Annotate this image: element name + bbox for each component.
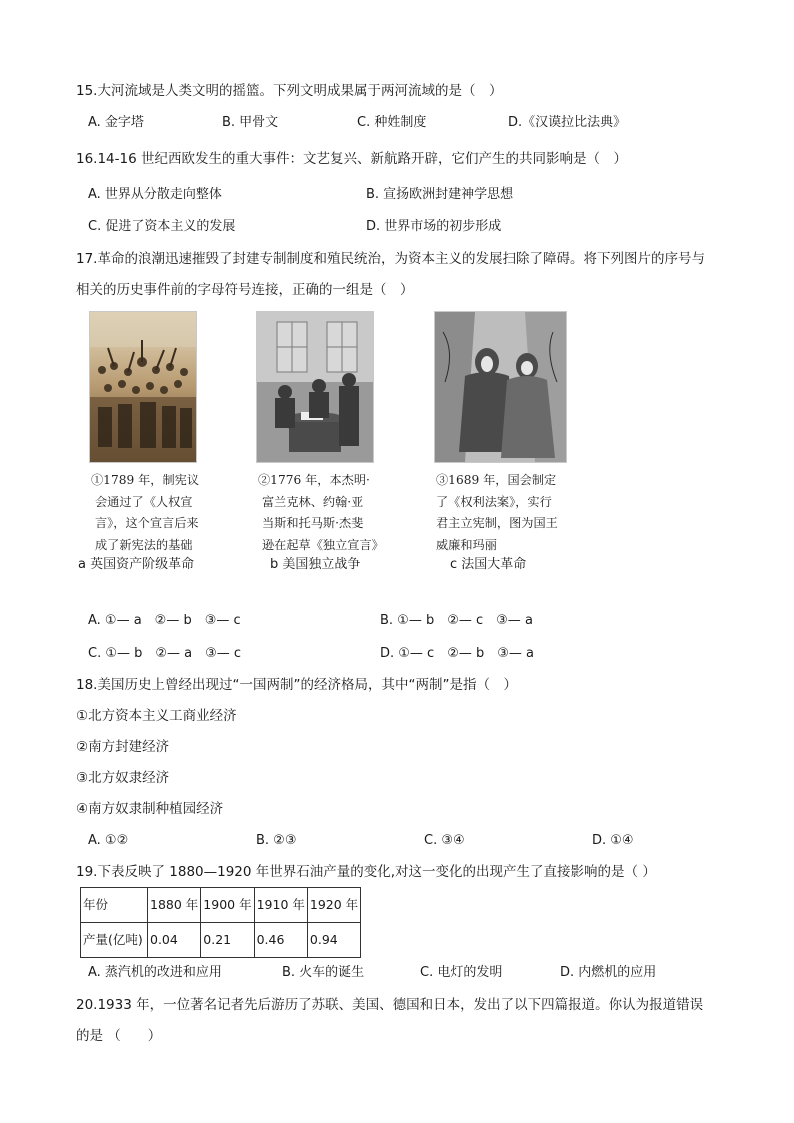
oil-production-table (80, 887, 361, 958)
table-header-cell: 年份 (81, 888, 148, 923)
caption-3-line-3: 君主立宪制，图为国王 (436, 516, 558, 530)
event-label-a: a 英国资产阶级革命 (78, 557, 195, 572)
table-header-row (81, 888, 361, 923)
q18-option-d: D. ①④ (592, 833, 634, 848)
caption-1-line-3: 言》，这个宣言后来 (95, 516, 199, 530)
table-header-cell: 1920 年 (307, 888, 360, 923)
q18-stem: 18.美国历史上曾经出现过“一国两制”的经济格局，其中“两制”是指（ ） (76, 677, 517, 693)
q18-item-2: ②南方封建经济 (76, 739, 170, 755)
table-header-cell: 1900 年 (201, 888, 254, 923)
q15-option-b: B. 甲骨文 (222, 115, 279, 130)
q17-stem-line1: 17.革命的浪潮迅速摧毁了封建专制制度和殖民统治，为资本主义的发展扫除了障碍。将下列图片的序号与 (76, 251, 705, 267)
picture-1-caption (91, 470, 213, 556)
image-william-and-mary (434, 311, 567, 463)
q19-option-b: B. 火车的诞生 (282, 965, 365, 980)
q18-item-4: ④南方奴隶制种植园经济 (76, 801, 224, 817)
picture-2-caption (258, 470, 408, 556)
caption-3-line-1: ③1689 年，国会制定 (436, 473, 557, 487)
q17-option-d: D. ①— c ②— b ③— a (380, 646, 535, 661)
q15-option-a: A. 金字塔 (88, 115, 144, 130)
q17-stem-line2: 相关的历史事件前的字母符号连接，正确的一组是（ ） (76, 282, 414, 298)
q16-option-d: D. 世界市场的初步形成 (366, 219, 502, 234)
q16-stem: 16.14-16 世纪西欧发生的重大事件：文艺复兴、新航路开辟，它们产生的共同影响是（ ） (76, 151, 627, 167)
table-row (81, 923, 361, 958)
caption-2-line-2: 富兰克林、约翰·亚 (262, 494, 364, 509)
q18-option-c: C. ③④ (424, 833, 465, 848)
q15-option-d: D.《汉谟拉比法典》 (508, 115, 627, 130)
image-national-assembly (89, 311, 197, 463)
caption-3-line-2: 了《权利法案》，实行 (436, 494, 552, 509)
q18-option-b: B. ②③ (256, 833, 297, 848)
q17-option-a: A. ①— a ②— b ③— c (88, 613, 241, 628)
event-label-b: b 美国独立战争 (270, 557, 361, 572)
table-cell: 0.21 (201, 923, 254, 958)
caption-2-line-3: 当斯和托马斯·杰斐 (262, 516, 364, 530)
q16-option-c: C. 促进了资本主义的发展 (88, 219, 236, 234)
q19-option-d: D. 内燃机的应用 (560, 965, 657, 980)
caption-2-line-1: ②1776 年，本杰明· (258, 473, 370, 487)
q15-stem: 15.大河流域是人类文明的摇篮。下列文明成果属于两河流域的是（ ） (76, 83, 503, 99)
table-cell: 0.94 (307, 923, 360, 958)
image-declaration-drafting (256, 311, 374, 463)
q20-stem-line2: 的是 （ ） (76, 1028, 162, 1044)
caption-3-line-4: 威廉和玛丽 (436, 537, 497, 552)
q16-option-b: B. 宣扬欧洲封建神学思想 (366, 187, 514, 202)
table-cell: 0.46 (254, 923, 307, 958)
caption-1-line-1: ①1789 年，制宪议 (91, 473, 200, 487)
q18-option-a: A. ①② (88, 833, 129, 848)
q17-option-b: B. ①— b ②— c ③— a (380, 613, 533, 628)
q17-option-c: C. ①— b ②— a ③— c (88, 646, 242, 661)
caption-2-line-4: 逊在起草《独立宣言》 (262, 537, 384, 552)
q19-stem: 19.下表反映了 1880—1920 年世界石油产量的变化,对这一变化的出现产生了直接影响的是（ ） (76, 864, 656, 880)
q15-option-c: C. 种姓制度 (357, 115, 427, 130)
q16-option-a: A. 世界从分散走向整体 (88, 187, 222, 202)
q18-item-1: ①北方资本主义工商业经济 (76, 708, 237, 724)
table-header-cell: 1880 年 (148, 888, 201, 923)
picture-3-caption (436, 470, 586, 556)
q19-option-a: A. 蒸汽机的改进和应用 (88, 965, 222, 980)
table-header-cell: 1910 年 (254, 888, 307, 923)
caption-1-line-2: 会通过了《人权宣 (95, 494, 193, 509)
q19-option-c: C. 电灯的发明 (420, 965, 503, 980)
q18-item-3: ③北方奴隶经济 (76, 770, 170, 786)
table-cell: 产量(亿吨) (81, 923, 148, 958)
q20-stem-line1: 20.1933 年，一位著名记者先后游历了苏联、美国、德国和日本，发出了以下四篇报道。你认为报道错误 (76, 997, 704, 1013)
table-cell: 0.04 (148, 923, 201, 958)
caption-1-line-4: 成了新宪法的基础 (95, 537, 193, 552)
event-label-c: c 法国大革命 (450, 557, 527, 572)
